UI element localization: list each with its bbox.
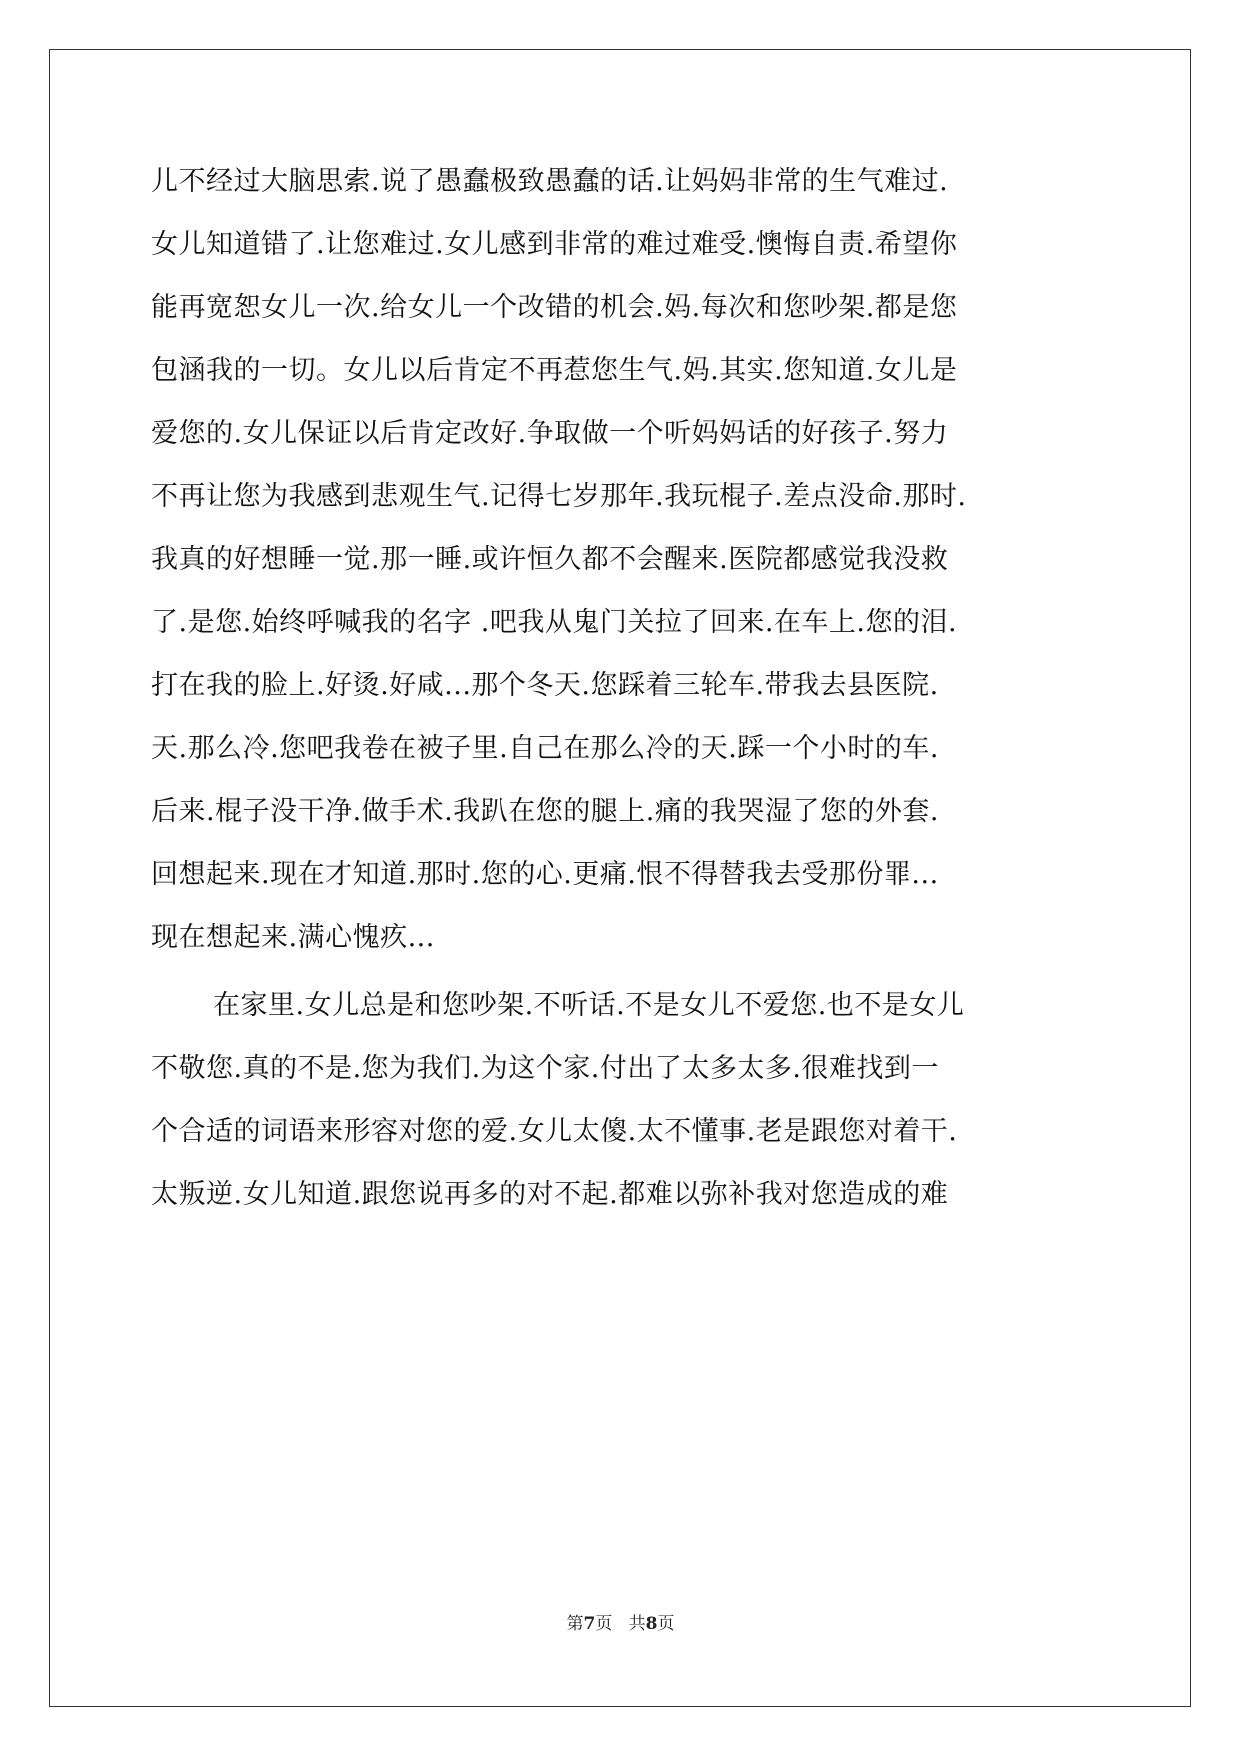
text-line: 个合适的词语来形容对您的爱.女儿太傻.太不懂事.老是跟您对着干. bbox=[151, 1116, 958, 1147]
text-line: 包涵我的一切。女儿以后肯定不再惹您生气.妈.其实.您知道.女儿是 bbox=[151, 355, 958, 386]
text-line: 后来.棍子没干净.做手术.我趴在您的腿上.痛的我哭湿了您的外套. bbox=[151, 796, 939, 827]
text-line: 能再宽恕女儿一次.给女儿一个改错的机会.妈.每次和您吵架.都是您 bbox=[151, 292, 958, 323]
current-page-number: 7 bbox=[583, 1614, 596, 1634]
page-footer bbox=[0, 1612, 1241, 1636]
text-line: 在家里.女儿总是和您吵架.不听话.不是女儿不爱您.也不是女儿 bbox=[213, 990, 965, 1021]
text-line: 儿不经过大脑思索.说了愚蠢极致愚蠢的话.让妈妈非常的生气难过. bbox=[151, 166, 949, 197]
text-line: 回想起来.现在才知道.那时.您的心.更痛.恨不得替我去受那份罪... bbox=[151, 859, 939, 890]
total-pages-prefix: 共 bbox=[628, 1614, 646, 1634]
text-line: 打在我的脸上.好烫.好咸...那个冬天.您踩着三轮车.带我去县医院. bbox=[151, 670, 939, 701]
text-line: 爱您的.女儿保证以后肯定改好.争取做一个听妈妈话的好孩子.努力 bbox=[151, 418, 949, 449]
text-line: 我真的好想睡一觉.那一睡.或许恒久都不会醒来.医院都感觉我没救 bbox=[151, 544, 949, 575]
text-line: 女儿知道错了.让您难过.女儿感到非常的难过难受.懊悔自责.希望你 bbox=[151, 229, 958, 260]
total-pages-suffix: 页 bbox=[657, 1614, 675, 1634]
text-line: 现在想起来.满心愧疚... bbox=[151, 922, 435, 953]
text-line: 不敬您.真的不是.您为我们.为这个家.付出了太多太多.很难找到一 bbox=[151, 1053, 939, 1084]
total-page-number: 8 bbox=[645, 1614, 658, 1634]
text-line: 太叛逆.女儿知道.跟您说再多的对不起.都难以弥补我对您造成的难 bbox=[151, 1179, 949, 1210]
page-number-prefix: 第 bbox=[566, 1614, 584, 1634]
text-line: 了.是您.始终呼喊我的名字 .吧我从鬼门关拉了回来.在车上.您的泪. bbox=[151, 607, 958, 638]
text-line: 不再让您为我感到悲观生气.记得七岁那年.我玩棍子.差点没命.那时. bbox=[151, 481, 967, 512]
text-line: 天.那么冷.您吧我卷在被子里.自己在那么冷的天.踩一个小时的车. bbox=[151, 733, 939, 764]
page-number-suffix: 页 bbox=[595, 1614, 613, 1634]
